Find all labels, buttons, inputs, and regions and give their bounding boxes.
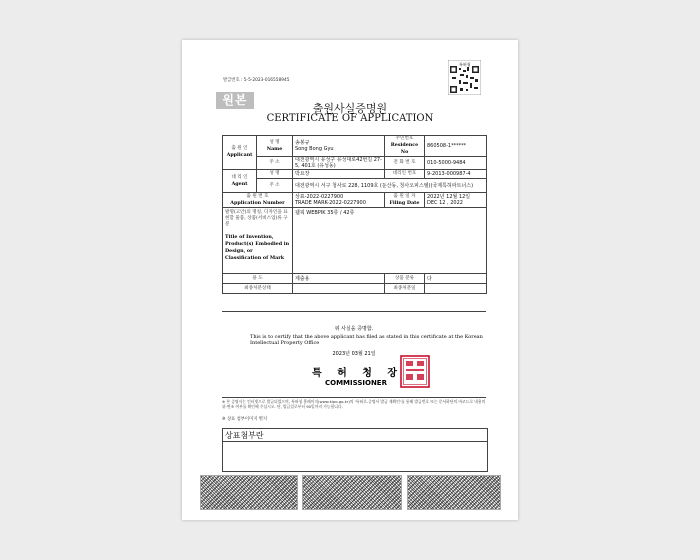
table-row <box>223 208 487 274</box>
final-status-value <box>293 284 385 294</box>
commissioner-title: COMMISSIONER <box>325 379 387 387</box>
certification-statement-ko: 위 사실을 증명함. <box>334 326 374 332</box>
product-class-value: 다 <box>425 274 487 284</box>
phone-value: 010-5000-9484 <box>425 157 487 170</box>
table-row <box>223 274 487 284</box>
divider <box>223 441 487 442</box>
table-row <box>223 170 487 179</box>
attachment-header: ※ 상표 첨부이미지 별지 <box>222 417 268 422</box>
certificate-page <box>182 40 518 520</box>
issue-number: 발급번호 : 5-5-2023-016558945 <box>223 78 290 83</box>
certification-block <box>222 311 486 402</box>
security-barcodes <box>200 475 500 508</box>
final-date-value <box>425 284 487 294</box>
original-copy-stamp: 원본 <box>216 92 254 109</box>
applicant-address-label: 주 소 <box>257 157 293 170</box>
application-number-label: 출 원 번 호 Application Number <box>223 193 293 208</box>
final-date-label: 최종처분일 <box>385 284 425 294</box>
filing-date-label: 출 원 일 자 Filing Date <box>385 193 425 208</box>
barcode <box>200 475 298 510</box>
table-row <box>223 193 487 208</box>
agent-number-value: 9-2013-000987-4 <box>425 170 487 179</box>
application-number-value: 상표-2022-0227900 TRADE MARK-2022-0227900 <box>293 193 385 208</box>
filing-date-value: 2022년 12월 12일 DEC 12 , 2022 <box>425 193 487 208</box>
title-english: CERTIFICATE OF APPLICATION <box>266 113 434 124</box>
verification-note: ※ 본 증명서는 인터넷으로 발급되었으며, 특허청 홈페이지(www.kipo.go.kr)의 '특허로-증명서 발급 재확인'를 통해 발급번호 또는 문서하단의 바코드로 내용의 위·변조 여부를 확인해 주십시오. 단, 발급일로부터 90일까지 가능합니다. <box>222 399 486 409</box>
qr-code-label: 특허청 <box>459 62 471 67</box>
trademark-attachment-title: 상표첨부란 <box>225 431 264 440</box>
table-row <box>223 284 487 294</box>
purpose-value: 제출용 <box>293 274 385 284</box>
application-info-table <box>222 135 487 294</box>
agent-name-value: 박요장 <box>293 170 385 179</box>
barcode <box>302 475 402 510</box>
product-class-label: 상품 분류 <box>385 274 425 284</box>
barcode <box>407 475 501 510</box>
applicant-name-label: 성 명 Name <box>257 136 293 157</box>
certification-date: 2023년 03월 21일 <box>332 351 376 357</box>
title-korean: 출원사실증명원 <box>312 102 388 115</box>
purpose-label: 용 도 <box>223 274 293 284</box>
agent-name-label: 성 명 <box>257 170 293 179</box>
table-row <box>223 157 487 170</box>
applicant-section-label: 출 원 인 Applicant <box>223 136 257 170</box>
official-seal-icon <box>400 355 430 388</box>
table-row <box>223 179 487 193</box>
agent-address-label: 주 소 <box>257 179 293 193</box>
trademark-attachment-box <box>222 428 488 472</box>
residence-no-value: 860508-1****** <box>425 136 487 157</box>
final-status-label: 최종처분상태 <box>223 284 293 294</box>
residence-no-label: 주민번호 Residence No <box>385 136 425 157</box>
issuing-office: 특 허 청 장 <box>312 368 404 379</box>
agent-number-label: 대리인 번호 <box>385 170 425 179</box>
phone-label: 전 화 번 호 <box>385 157 425 170</box>
applicant-name-value: 송봉규 Song Bong Gyu <box>293 136 385 157</box>
invention-title-value: 웹픽 WEBPIK 35류 / 42류 <box>293 208 487 274</box>
applicant-address-value: 대전광역시 유성구 유성대로42번길 27-5, 401호 (유성동) <box>293 157 385 170</box>
certification-statement-en: This is to certify that the above applicant has filed as stated in this certificate at the Korean Intellectual Property Office <box>250 334 483 347</box>
agent-address-value: 대전광역시 서구 청사로 228, 1109호 (둔산동, 청사오피스텔)(국제특허파트너스) <box>293 179 487 193</box>
table-row <box>223 136 487 157</box>
invention-title-label: 발명(고안)의 명칭, 디자인을 표현할 물품, 상품(서비스업)류 구분 Title of Invention, Product(s) Embodied in Design, or Classification of Mark <box>223 208 293 274</box>
agent-section-label: 대 리 인 Agent <box>223 170 257 193</box>
